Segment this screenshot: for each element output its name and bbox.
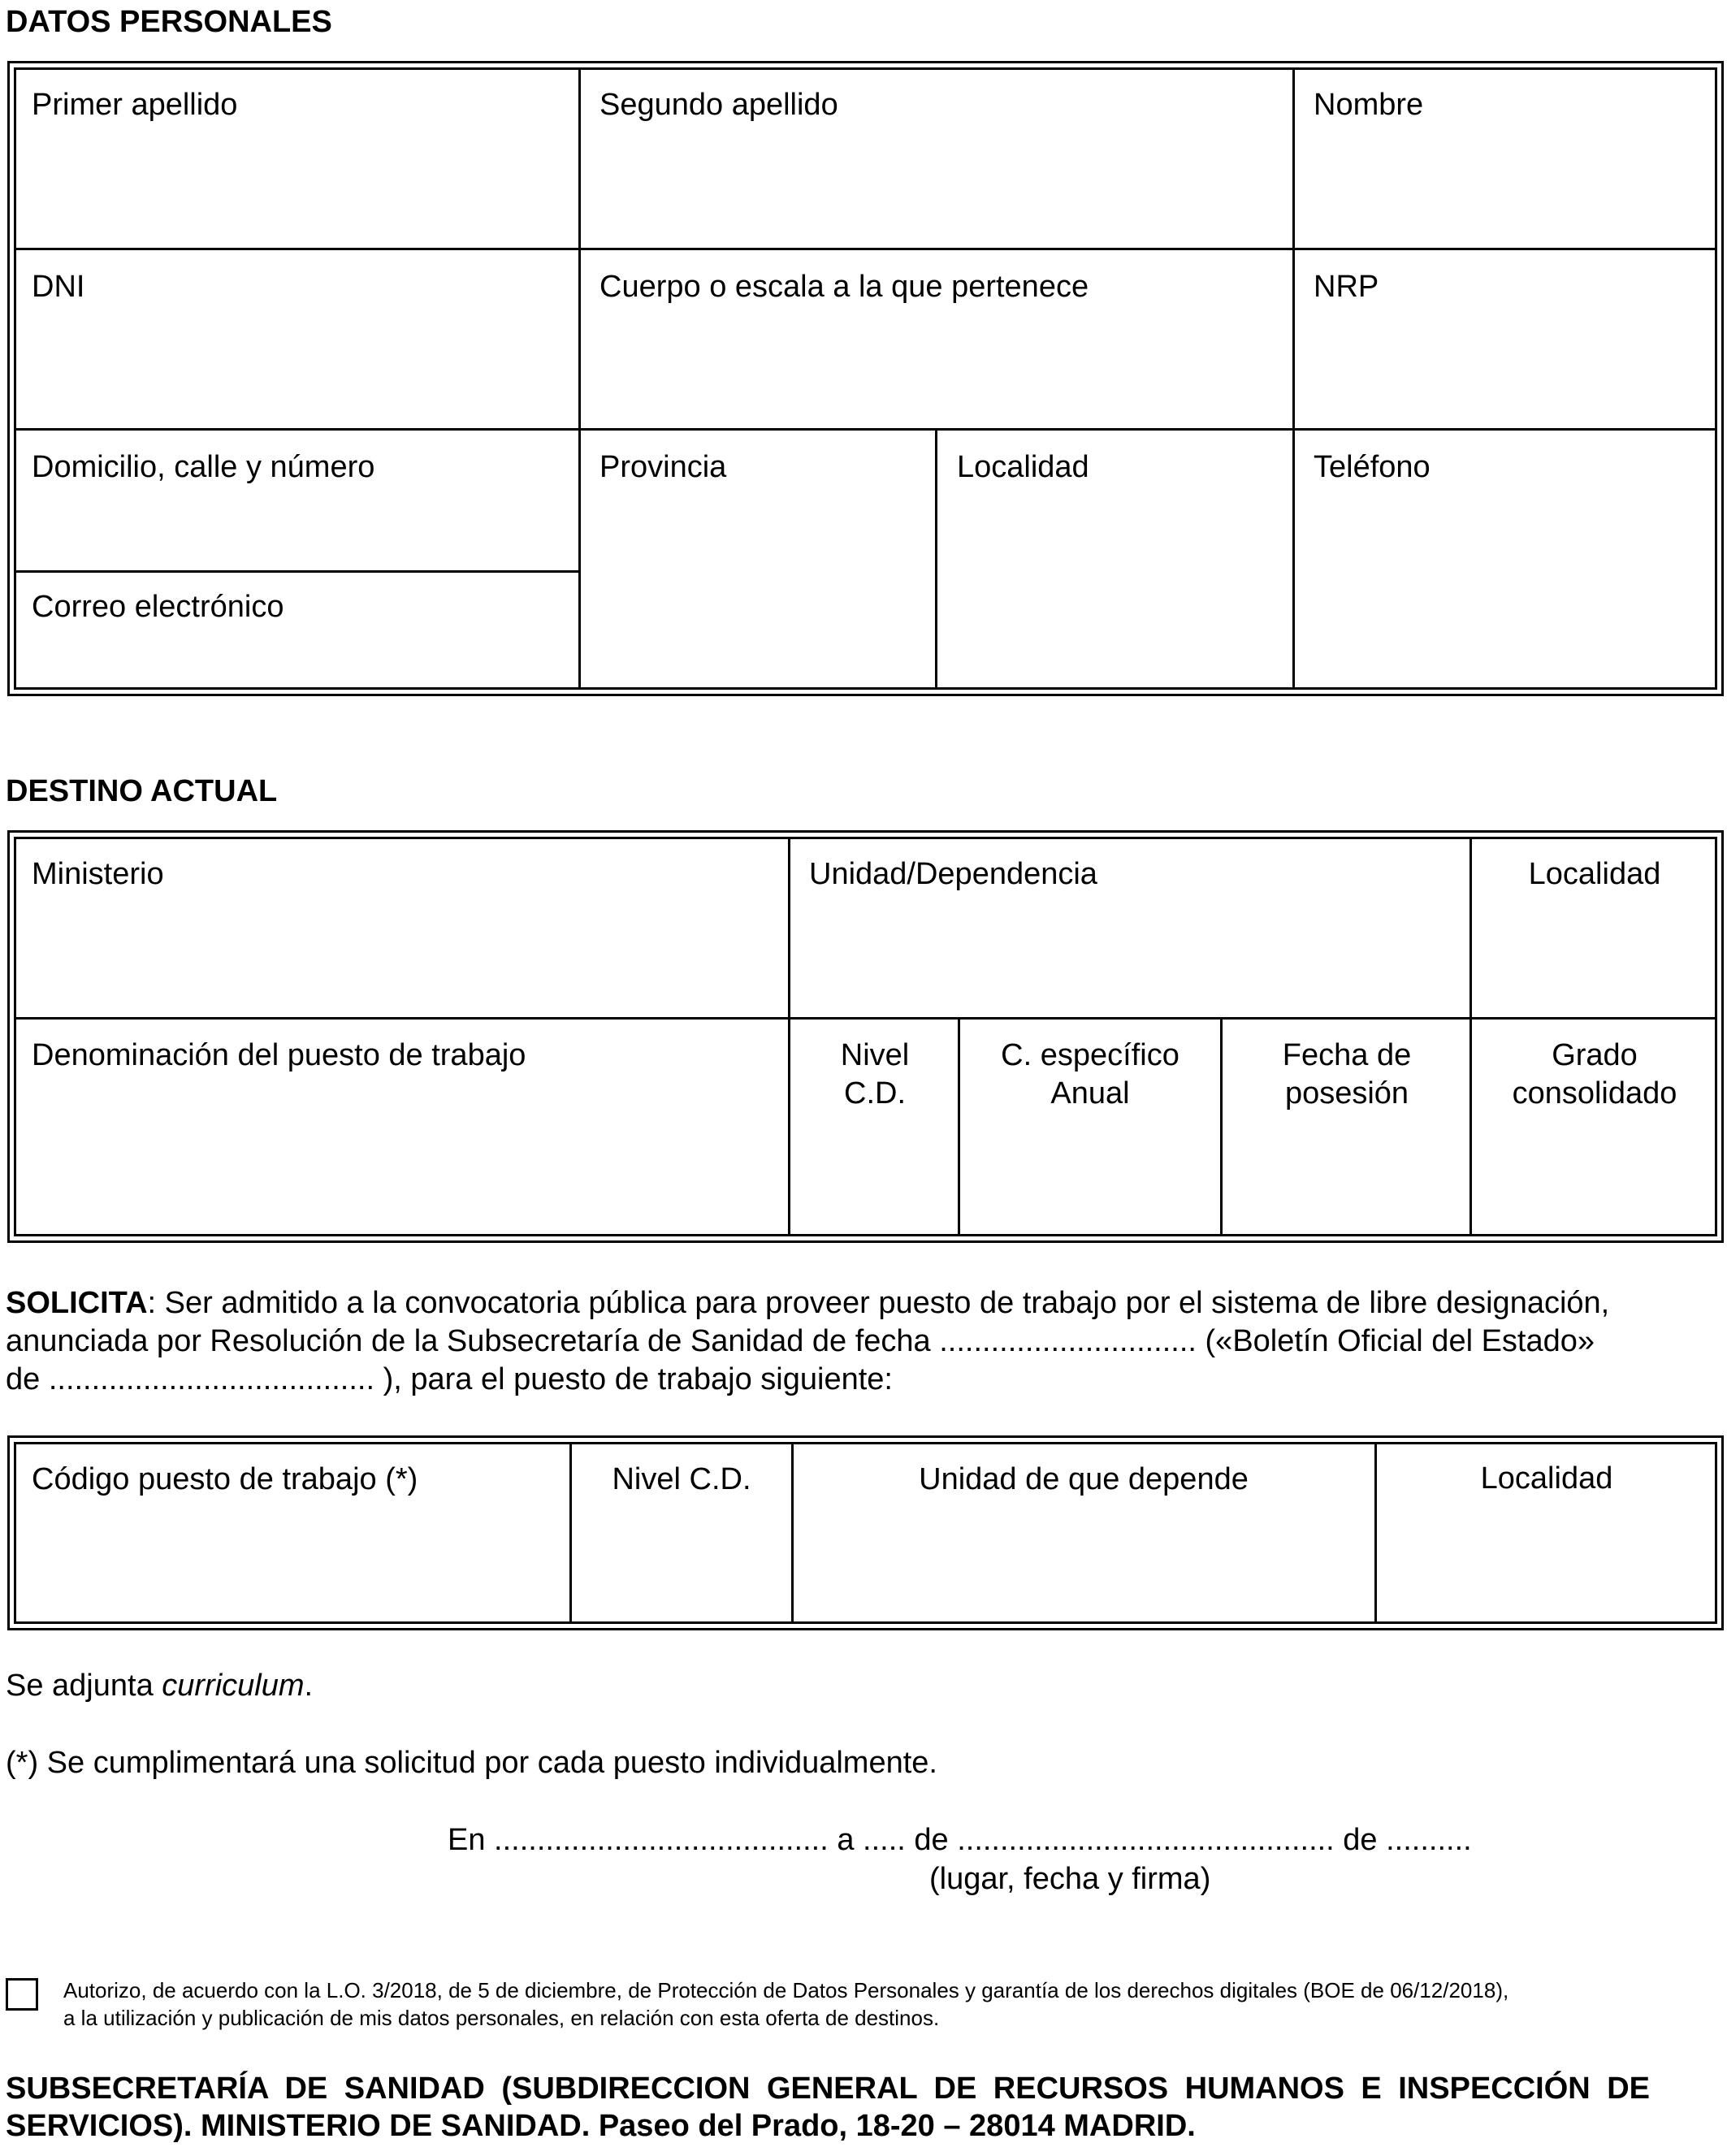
domicilio-field[interactable] xyxy=(14,431,578,570)
codigo-puesto-field[interactable] xyxy=(14,1442,569,1624)
adjunta-prefix: Se adjunta xyxy=(6,1669,162,1703)
localidad-label: Localidad xyxy=(957,450,1089,484)
firma-line: En ....................................... a ..... de ............................................ de .......... xyxy=(448,1823,1472,1857)
telefono-field[interactable] xyxy=(1295,431,1717,690)
footer-address: SUBSECRETARÍA DE SANIDAD (SUBDIRECCION GENERAL DE RECURSOS HUMANOS E INSPECCIÓN DE SERVICIOS). MINISTERIO DE SANIDAD. Paseo del Prado, 18-20 – 28014 MADRID. xyxy=(6,2072,1650,2143)
provincia-field[interactable] xyxy=(581,431,935,690)
puesto-localidad-field[interactable] xyxy=(1377,1442,1717,1624)
provincia-label: Provincia xyxy=(599,450,727,484)
destino-actual-heading: DESTINO ACTUAL xyxy=(6,774,278,808)
solicita-paragraph xyxy=(6,1284,1703,1399)
ministerio-field[interactable] xyxy=(14,837,788,1017)
cuerpo-field[interactable] xyxy=(581,250,1292,428)
solicita-line3: de ...................................... ), para el puesto de trabajo siguiente: xyxy=(6,1362,893,1396)
nota-asterisco: (*) Se cumplimentará una solicitud por cada puesto individualmente. xyxy=(6,1746,937,1780)
dni-field[interactable] xyxy=(14,250,578,428)
localidad-field[interactable] xyxy=(937,431,1292,690)
c-especifico-label-line1: C. específico xyxy=(1001,1038,1179,1072)
cuerpo-label: Cuerpo o escala a la que pertenece xyxy=(599,270,1089,304)
solicita-keyword: SOLICITA xyxy=(6,1286,148,1320)
puesto-nivel-cd-label: Nivel C.D. xyxy=(612,1462,751,1496)
solicita-line1: : Ser admitido a la convocatoria pública para proveer puesto de trabajo por el sistema de libre designación, xyxy=(147,1286,1610,1320)
puesto-nivel-cd-field[interactable] xyxy=(572,1442,791,1624)
firma-caption: (lugar, fecha y firma) xyxy=(929,1862,1211,1896)
nombre-field[interactable] xyxy=(1295,67,1717,248)
unidad-depende-label: Unidad de que depende xyxy=(919,1462,1249,1496)
destino-localidad-field[interactable] xyxy=(1472,837,1717,1017)
grado-consolidado-label-line1: Grado xyxy=(1552,1038,1638,1072)
correo-label: Correo electrónico xyxy=(32,590,284,624)
dni-label: DNI xyxy=(32,270,85,304)
nivel-cd-label-line2: C.D. xyxy=(844,1076,906,1110)
fecha-posesion-field[interactable] xyxy=(1223,1020,1469,1236)
adjunta-curriculum: curriculum xyxy=(162,1669,305,1703)
puesto-localidad-label: Localidad xyxy=(1480,1461,1613,1496)
grado-consolidado-label-line2: consolidado xyxy=(1512,1076,1677,1110)
unidad-depende-field[interactable] xyxy=(794,1442,1374,1624)
nrp-field[interactable] xyxy=(1295,250,1717,428)
nrp-label: NRP xyxy=(1314,270,1379,304)
nivel-cd-field[interactable] xyxy=(790,1020,958,1236)
c-especifico-label-line2: Anual xyxy=(1050,1076,1130,1110)
nivel-cd-label-line1: Nivel xyxy=(840,1038,910,1072)
grado-consolidado-field[interactable] xyxy=(1472,1020,1717,1236)
autorizo-checkbox[interactable] xyxy=(6,1978,38,2011)
nombre-label: Nombre xyxy=(1314,88,1424,122)
c-especifico-field[interactable] xyxy=(960,1020,1220,1236)
destino-localidad-label: Localidad xyxy=(1528,857,1661,891)
domicilio-label: Domicilio, calle y número xyxy=(32,450,375,484)
adjunta-suffix: . xyxy=(304,1669,314,1703)
autorizo-line1: Autorizo, de acuerdo con la L.O. 3/2018, de 5 de diciembre, de Protección de Datos Personales y garantía de los derechos digitales (BOE de 06/12/2018), xyxy=(63,1978,1509,2002)
primer-apellido-field[interactable] xyxy=(14,67,578,248)
segundo-apellido-label: Segundo apellido xyxy=(599,88,838,122)
unidad-dependencia-field[interactable] xyxy=(790,837,1469,1017)
unidad-dependencia-label: Unidad/Dependencia xyxy=(809,857,1097,891)
ministerio-label: Ministerio xyxy=(32,857,164,891)
primer-apellido-label: Primer apellido xyxy=(32,88,238,122)
datos-personales-heading: DATOS PERSONALES xyxy=(6,5,332,39)
adjunta-text xyxy=(6,1669,313,1704)
telefono-label: Teléfono xyxy=(1314,450,1431,484)
segundo-apellido-field[interactable] xyxy=(581,67,1292,248)
autorizo-line2: a la utilización y publicación de mis datos personales, en relación con esta oferta de destinos. xyxy=(63,2006,940,2030)
denominacion-label: Denominación del puesto de trabajo xyxy=(32,1038,526,1072)
solicita-line2: anunciada por Resolución de la Subsecretaría de Sanidad de fecha .............................. («Boletín Oficial del Estado» xyxy=(6,1324,1595,1358)
fecha-posesion-label-line2: posesión xyxy=(1284,1076,1409,1110)
correo-field[interactable] xyxy=(14,573,578,690)
denominacion-field[interactable] xyxy=(14,1020,788,1236)
fecha-posesion-label-line1: Fecha de xyxy=(1282,1038,1412,1072)
codigo-puesto-label: Código puesto de trabajo (*) xyxy=(32,1462,418,1496)
